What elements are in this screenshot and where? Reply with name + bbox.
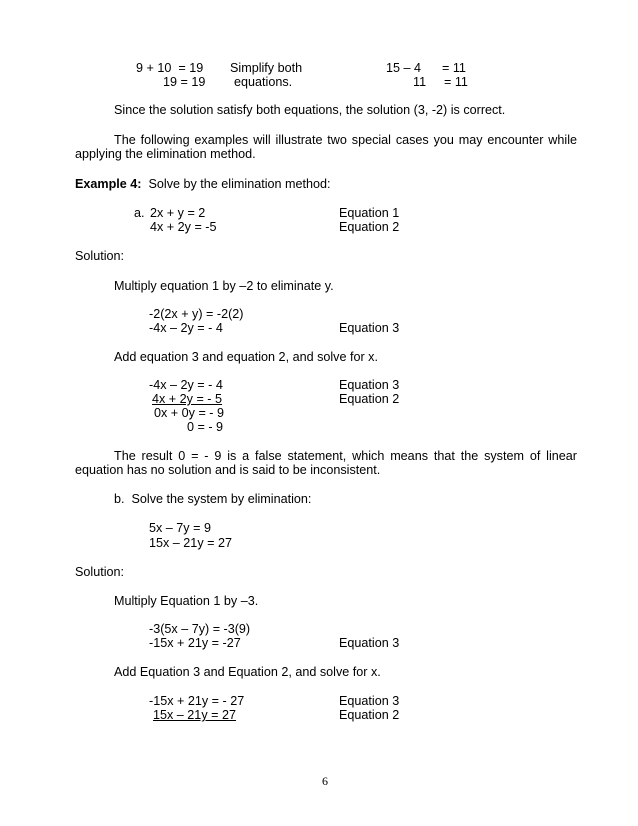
page-number: 6: [322, 774, 328, 788]
check-eq-2c: 11: [413, 75, 427, 89]
step4-eq-a-label: Equation 3: [339, 694, 400, 708]
check-eq-2d: = 11: [444, 75, 468, 89]
step2-eq-d: 0 = - 9: [187, 420, 224, 434]
step2-eq-b: 4x + 2y = - 5: [152, 392, 223, 406]
part-a-marker: a.: [134, 206, 145, 220]
step2-text: Add equation 3 and equation 2, and solve for x.: [114, 350, 378, 364]
part-a-eq1: 2x + y = 2: [150, 206, 206, 220]
check-eq-1d: = 11: [442, 61, 466, 75]
step2-eq-b-label: Equation 2: [339, 392, 400, 406]
step4-eq-b: 15x – 21y = 27: [153, 708, 236, 722]
solution-label-2: Solution:: [75, 565, 125, 579]
part-a-eq1-label: Equation 1: [339, 206, 400, 220]
example-instruction: Solve by the elimination method:: [148, 177, 331, 191]
step1-eq-b: -4x – 2y = - 4: [149, 321, 223, 335]
step1-text: Multiply equation 1 by –2 to eliminate y.: [114, 279, 334, 293]
part-a-eq2: 4x + 2y = -5: [150, 220, 217, 234]
step2-eq-c: 0x + 0y = - 9: [154, 406, 225, 420]
step2-eq-a-label: Equation 3: [339, 378, 400, 392]
check-eq-2a: 19 = 19: [163, 75, 206, 89]
step4-text: Add Equation 3 and Equation 2, and solve for x.: [114, 665, 381, 679]
conclusion-text: Since the solution satisfy both equations, the solution (3, -2) is correct.: [114, 103, 506, 117]
step4-eq-a: -15x + 21y = - 27: [149, 694, 245, 708]
step3-eq-a: -3(5x – 7y) = -3(9): [149, 622, 251, 636]
step1-eq-a: -2(2x + y) = -2(2): [149, 307, 244, 321]
part-b-text: b. Solve the system by elimination:: [114, 492, 312, 506]
step1-eq-b-label: Equation 3: [339, 321, 400, 335]
solution-label: Solution:: [75, 249, 125, 263]
check-eq-1a: 9 + 10 = 19: [136, 61, 204, 75]
check-note-1: Simplify both: [230, 61, 303, 75]
part-b-eq2: 15x – 21y = 27: [149, 536, 232, 550]
step3-eq-b: -15x + 21y = -27: [149, 636, 241, 650]
step2-eq-a: -4x – 2y = - 4: [149, 378, 223, 392]
part-b-eq1: 5x – 7y = 9: [149, 521, 211, 535]
part-a-eq2-label: Equation 2: [339, 220, 400, 234]
check-eq-1c: 15 – 4: [386, 61, 422, 75]
special-cases-intro: The following examples will illustrate two special cases you may encounter while applying the elimination method.: [75, 133, 577, 161]
example-label: Example 4:: [75, 177, 142, 191]
example-heading: [75, 177, 331, 191]
step3-eq-b-label: Equation 3: [339, 636, 400, 650]
false-statement-text: The result 0 = - 9 is a false statement, which means that the system of linear equation has no solution and is said to be inconsistent.: [75, 449, 577, 477]
step4-eq-b-label: Equation 2: [339, 708, 400, 722]
check-note-2: equations.: [234, 75, 293, 89]
step3-text: Multiply Equation 1 by –3.: [114, 594, 259, 608]
